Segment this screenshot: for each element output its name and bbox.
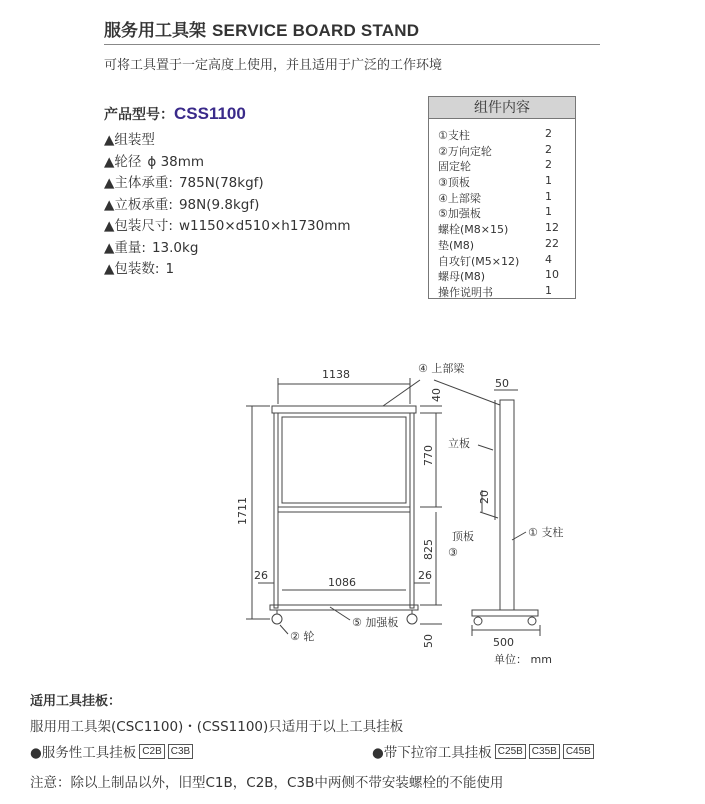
part-qty: 10 — [545, 268, 559, 282]
part-qty: 1 — [545, 174, 552, 188]
left-post-shape — [274, 413, 278, 608]
right-wheel-shape — [407, 614, 417, 624]
panel-shape — [278, 413, 410, 507]
part-qty: 1 — [545, 205, 552, 219]
label-wheel: ② 轮 — [290, 630, 315, 643]
part-qty: 4 — [545, 252, 552, 266]
spec-label: ▲主体承重: — [104, 175, 173, 191]
label-panel: 立板 — [448, 437, 470, 450]
spec-item — [104, 257, 351, 279]
part-name: 螺母(M8) — [438, 270, 486, 284]
code-box: C3B — [168, 744, 193, 759]
label-top: 顶板 — [452, 530, 474, 543]
page-subtitle: 可将工具置于一定高度上使用，并且适用于广泛的工作环境 — [104, 58, 443, 73]
part-name: 固定轮 — [438, 160, 471, 174]
parts-row — [438, 190, 571, 206]
label-beam: ④ 上部梁 — [418, 362, 465, 375]
spec-label: ▲轮径 — [104, 153, 142, 170]
dim-height: 1711 — [236, 497, 249, 525]
part-name: 垫(M8) — [438, 238, 475, 252]
spec-item — [104, 171, 351, 193]
notes-heading: 适用工具挂板： — [30, 694, 122, 709]
dim-20: 20 — [478, 490, 491, 504]
label-reinforce: ⑤ 加强板 — [352, 616, 399, 629]
left-wheel-shape — [272, 614, 282, 624]
parts-row — [438, 253, 571, 269]
curtain-board-label: ●带下拉帘工具挂板 — [372, 745, 492, 761]
title-cn: 服务用工具架 — [104, 21, 206, 41]
spec-item — [104, 128, 351, 150]
spec-list — [104, 128, 351, 279]
code-box: C45B — [563, 744, 594, 759]
notes-line1: 服用用工具架(CSC1100)・(CSS1100)只适用于以上工具挂板 — [30, 719, 404, 735]
part-qty: 1 — [545, 189, 552, 203]
parts-row — [438, 221, 571, 237]
parts-row — [438, 174, 571, 190]
parts-table — [428, 96, 576, 299]
model-code: CSS1100 — [174, 104, 246, 123]
part-name: ②万向定轮 — [438, 144, 492, 158]
curtain-board-row — [372, 741, 594, 761]
part-qty: 1 — [545, 283, 552, 297]
spec-label: ▲包装数: — [104, 261, 160, 277]
spec-item — [104, 214, 351, 236]
page-title — [104, 16, 419, 41]
part-qty: 2 — [545, 158, 552, 172]
service-board-row — [30, 741, 193, 761]
base-bar-shape — [270, 605, 418, 610]
spec-value: ϕ 38mm — [147, 153, 205, 170]
part-name: ①支柱 — [438, 129, 470, 142]
spec-value: 13.0kg — [151, 239, 199, 256]
part-qty: 2 — [545, 142, 552, 156]
parts-row — [438, 284, 571, 300]
parts-row — [438, 205, 571, 221]
dim-26-right: 26 — [418, 569, 432, 582]
parts-row — [438, 268, 571, 284]
part-name: 操作说明书 — [438, 285, 493, 299]
code-box: C2B — [139, 744, 164, 759]
code-box: C35B — [529, 744, 560, 759]
service-board-label: ●服务性工具挂板 — [30, 745, 137, 761]
spec-label: ▲组装型 — [104, 132, 155, 148]
part-name: ⑤加强板 — [438, 207, 481, 221]
spec-item — [104, 236, 351, 258]
spec-label: ▲立板承重: — [104, 196, 173, 213]
dim-width: 1138 — [322, 368, 350, 381]
spec-value: w1150×d510×h1730mm — [178, 218, 351, 234]
side-base-shape — [472, 610, 538, 616]
stand-drawing — [230, 355, 590, 675]
spec-label: ▲包装尺寸: — [104, 218, 173, 234]
part-name: ③顶板 — [438, 176, 470, 190]
spec-value: 785N(78kgf) — [178, 175, 264, 191]
part-qty: 22 — [545, 236, 559, 250]
parts-row — [438, 143, 571, 159]
part-qty: 2 — [545, 127, 552, 140]
panel-inner-shape — [282, 417, 406, 503]
right-post-shape — [410, 413, 414, 608]
dim-770: 770 — [422, 445, 435, 466]
label-post: ① 支柱 — [528, 526, 564, 539]
spec-item — [104, 150, 351, 172]
title-divider — [104, 44, 600, 45]
unit-label: 单位： mm — [494, 653, 552, 666]
notes-warning: 注意：除以上制品以外，旧型C1B，C2B，C3B中两侧不带安装螺栓的不能使用 — [30, 775, 504, 791]
dim-825: 825 — [422, 539, 435, 560]
dim-50-bottom: 50 — [422, 634, 435, 648]
dim-50-side: 50 — [495, 377, 509, 390]
parts-list — [429, 119, 575, 300]
top-beam-shape — [272, 406, 416, 413]
spec-label: ▲重量: — [104, 239, 146, 256]
parts-row — [438, 127, 571, 143]
parts-table-title: 组件内容 — [429, 97, 575, 119]
model-label: 产品型号： — [104, 107, 174, 123]
part-name: ④上部梁 — [438, 191, 481, 205]
parts-row — [438, 158, 571, 174]
spec-item — [104, 193, 351, 215]
spec-value: 1 — [165, 261, 175, 277]
dim-26-left: 26 — [254, 569, 268, 582]
part-qty: 12 — [545, 221, 559, 235]
side-post-shape — [500, 400, 514, 610]
part-name: 自攻钉(M5×12) — [438, 254, 520, 268]
part-name: 螺栓(M8×15) — [438, 223, 509, 237]
label-top-num: ③ — [448, 546, 458, 559]
dim-500: 500 — [493, 636, 514, 649]
code-box: C25B — [495, 744, 526, 759]
spec-value: 98N(9.8kgf) — [178, 196, 260, 213]
model-line — [104, 104, 246, 124]
dim-1086: 1086 — [328, 576, 356, 589]
parts-row — [438, 237, 571, 253]
dim-40: 40 — [430, 388, 443, 402]
title-en: SERVICE BOARD STAND — [212, 21, 420, 40]
